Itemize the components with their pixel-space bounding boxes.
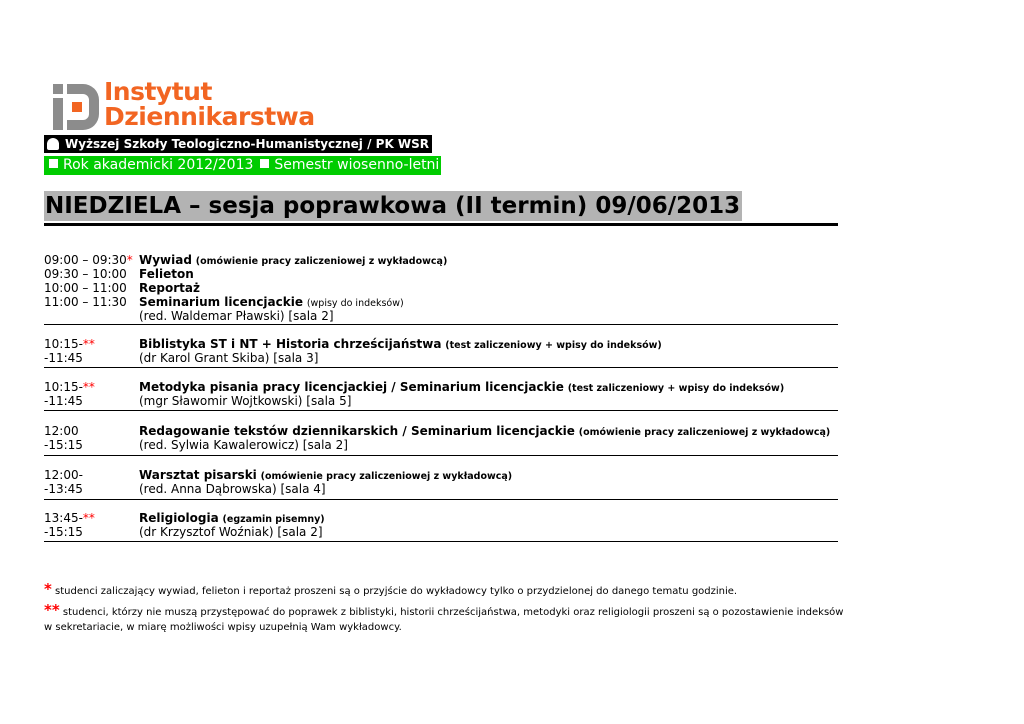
footnote-2 xyxy=(44,603,843,620)
row-divider xyxy=(44,410,838,411)
time-end: -13:45 xyxy=(44,482,83,496)
course-note: (test zaliczeniowy + wpisy do indeksów) xyxy=(567,383,785,394)
lecturer: (red. Sylwia Kawalerowicz) [sala 2] xyxy=(139,438,348,452)
course-note: (omówienie pracy zaliczeniowej z wykładowcą) xyxy=(260,471,513,482)
schedule-block xyxy=(44,468,838,500)
time-end: -11:45 xyxy=(44,351,83,365)
time-end: -15:15 xyxy=(44,525,83,539)
course-note: (wpisy do indeksów) xyxy=(306,298,404,309)
time-start: 10:15-** xyxy=(44,380,95,394)
row-divider xyxy=(44,455,838,456)
time-slot: 10:00 – 11:00 xyxy=(44,281,127,295)
time-slot: 09:30 – 10:00 xyxy=(44,267,127,281)
schedule-block xyxy=(44,424,838,456)
schedule-group-1 xyxy=(44,253,838,323)
institution-name: Wyższej Szkoły Teologiczno-Humanistycznej / PK WSR xyxy=(65,137,430,151)
page-title: NIEDZIELA – sesja poprawkowa (II termin) 09/06/2013 xyxy=(45,193,741,219)
course-name: Felieton xyxy=(139,267,194,281)
footnote-marker: ** xyxy=(44,601,60,619)
course-name: Warsztat pisarski xyxy=(139,468,257,482)
time-start: 12:00- xyxy=(44,468,83,482)
time-slot: 11:00 – 11:30 xyxy=(44,295,127,309)
footnote-1 xyxy=(44,582,737,599)
course-name: Wywiad xyxy=(139,253,192,267)
row-divider xyxy=(44,499,838,500)
lecturer: (red. Anna Dąbrowska) [sala 4] xyxy=(139,482,326,496)
course-note: (test zaliczeniowy + wpisy do indeksów) xyxy=(445,340,662,351)
course-name: Reportaż xyxy=(139,281,200,295)
academic-year: Rok akademicki 2012/2013 xyxy=(63,157,254,173)
time-start: 13:45-** xyxy=(44,511,95,525)
time-end: -15:15 xyxy=(44,438,83,452)
square-bullet-icon xyxy=(49,159,58,168)
footnote-marker: * xyxy=(44,580,52,598)
logo-text-line2: Dziennikarstwa xyxy=(104,102,315,131)
lecturer: (dr Karol Grant Skiba) [sala 3] xyxy=(139,351,319,365)
course-name: Seminarium licencjackie xyxy=(139,295,303,309)
row-divider xyxy=(44,541,838,542)
course-entry xyxy=(139,267,194,281)
logo-mark-icon xyxy=(53,84,99,130)
row-divider xyxy=(44,324,838,325)
course-name: Biblistyka ST i NT + Historia chrześcijaństwa xyxy=(139,337,442,351)
footnote-2-cont: w sekretariacie, w miarę możliwości wpisy uzupełnią Wam wykładowcy. xyxy=(44,622,402,633)
academic-year-banner xyxy=(44,156,441,175)
schedule-block xyxy=(44,511,838,543)
square-bullet-icon xyxy=(260,159,269,168)
semester: Semestr wiosenno-letni xyxy=(274,157,440,173)
course-note: (egzamin pisemny) xyxy=(222,514,325,525)
time-slot: 09:00 – 09:30* xyxy=(44,253,133,267)
title-divider xyxy=(44,223,838,226)
footnote-text: studenci, którzy nie muszą przystępować do poprawek z biblistyki, historii chrześcijaństwa, metodyki oraz religiologii proszeni są o pozostawienie indeksów xyxy=(62,607,844,618)
course-entry xyxy=(139,281,200,295)
logo-text-line1: Instytut xyxy=(104,77,212,106)
time-end: -11:45 xyxy=(44,394,83,408)
time-start: 10:15-** xyxy=(44,337,95,351)
institution-banner xyxy=(44,135,432,153)
lecturer: (red. Waldemar Pławski) [sala 2] xyxy=(139,309,334,323)
schedule-block xyxy=(44,337,838,369)
footnote-text: studenci zaliczający wywiad, felieton i reportaż proszeni są o przyjście do wykładowcy tylko o przydzielonej do danego tematu godzinie. xyxy=(55,586,738,597)
lecturer: (dr Krzysztof Woźniak) [sala 2] xyxy=(139,525,323,539)
row-divider xyxy=(44,367,838,368)
bust-icon xyxy=(47,138,59,150)
schedule-block xyxy=(44,380,838,412)
time-start: 12:00 xyxy=(44,424,79,438)
course-note: (omówienie pracy zaliczeniowej z wykładowcą) xyxy=(578,427,831,438)
course-name: Religiologia xyxy=(139,511,219,525)
lecturer: (mgr Sławomir Wojtkowski) [sala 5] xyxy=(139,394,352,408)
course-name: Metodyka pisania pracy licencjackiej / Seminarium licencjackie xyxy=(139,380,564,394)
course-note: (omówienie pracy zaliczeniowej z wykładowcą) xyxy=(195,256,448,267)
course-name: Redagowanie tekstów dziennikarskich / Seminarium licencjackie xyxy=(139,424,575,438)
